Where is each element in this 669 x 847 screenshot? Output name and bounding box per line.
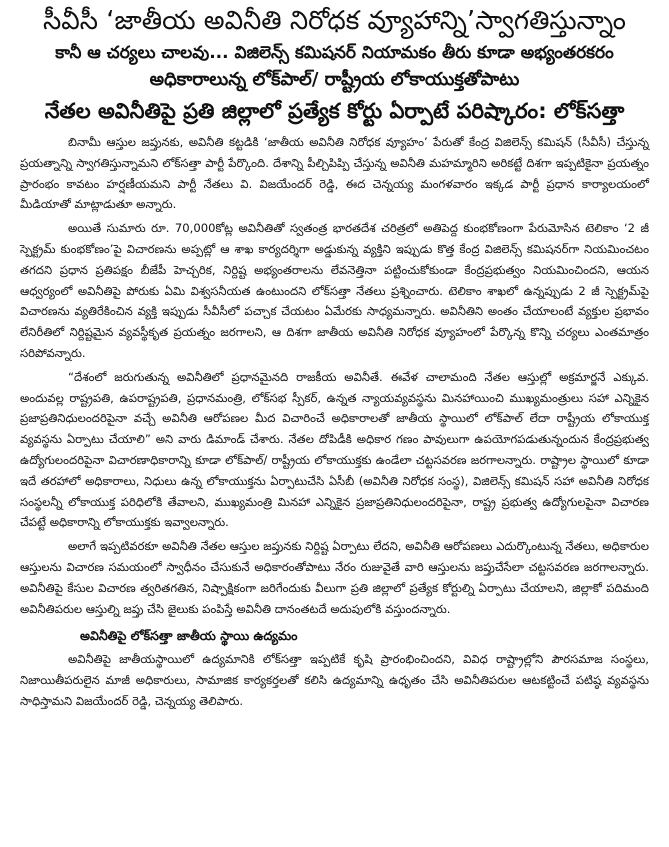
headline-third: అధికారాలున్న లోక్‌పాల్/ రాష్ట్రీయ లోకాయుక్తతోపాటు	[149, 69, 520, 90]
headline-fourth: నేతల అవినీతిపై ప్రతి జిల్లాలో ప్రత్యేక కోర్టు ఏర్పాటే పరిష్కారం: లోక్‌సత్తా	[44, 99, 625, 123]
headline-sub: కానీ ఆ చర్యలు చాలవు... విజిలెన్స్ కమిషనర్ నియామకం తీరు కూడా అభ్యంతరకరం	[55, 43, 614, 63]
paragraph-4: అలాగే ఇప్పటివరకూ అవినీతి నేతల ఆస్తుల జప్తునకు నిర్దిష్ట ఏర్పాటు లేదని, అవినీతి ఆరోపణలు ఎదుర్కొంటున్న నేతలు, అధికారుల ఆస్తులను విచారణ సమయంలో స్వాధీనం చేసుకునే అధికారంతోపాటు నేరం రుజువైతే వారి ఆస్తులను జప్తుచేసేలా చట్టసవరణ జరగాలన్నారు. అవినీతిపై కేసుల విచారణ త్వరితగతిన, నిష్పాక్షికంగా జరిగేందుకు వీలుగా ప్రతి జిల్లాలో ప్రత్యేక కోర్టుల్ని ఏర్పాటు చేయాలని, జిల్లాకో పదిమంది అవినీతిపరుల ఆస్తుల్ని జప్తు చేసి జైలుకు పంపిస్తే అవినీతి దానంతటదే అదుపులోకి వస్తుందన్నారు.	[20, 539, 649, 616]
paragraph-2: అయితే సుమారు రూ. 70,000కోట్ల అవినీతితో స్వతంత్ర భారతదేశ చరిత్రలో అతిపెద్ద కుంభకోణంగా పేరుమోసిన టెలికాం ‘2 జీ స్పెక్ట్రమ్ కుంభకోణం’పై విచారణను అప్పట్లో ఆ శాఖ కార్యదర్శిగా అడ్డుకున్న వ్యక్తిని ఇప్పుడు కొత్త కేంద్ర విజిలెన్స్ కమిషనర్‌గా నియమించటం తగదని ప్రధాన ప్రతిపక్షం బీజేపీ హెచ్చరిక, నిర్దిష్ట అభ్యంతరాలను లేవనెత్తినా పట్టించుకోకుండా కేంద్రప్రభుత్వం నియమించిందని, ఆయన ఆధ్వర్యంలో అవినీతిపై పోరుకు ఏమి విశ్వసనీయత ఉంటుందని లోక్‌సత్తా నేతలు ప్రశ్నించారు. టెలికాం శాఖలో ఉన్నప్పుడు 2 జీ స్పెక్ట్రమ్‌పై విచారణను వ్యతిరేకించిన వ్యక్తి ఇప్పుడు సీవీసీలో పచ్చాక చేయటం ఏమేరకు సాధ్యమన్నారు. అవినీతిని అంతం చేయాలంటే వ్యక్తుల ప్రభావం లేనిరీతిలో నిర్దిష్టమైన వ్యవస్థీకృత ప్రయత్నం జరగాలని, ఆ దిశగా జాతీయ అవినీతి నిరోధక వ్యూహంలో పేర్కొన్న కొన్ని చర్యలు ఎంతమాత్రం సరిపోవన్నారు.	[20, 221, 649, 360]
closing-paragraph: అవినీతిపై జాతీయస్థాయిలో ఉద్యమానికి లోక్‌సత్తా ఇప్పటికే కృషి ప్రారంభించిందని, వివిధ రాష్ట్రాల్లోని పౌరసమాజ సంస్థలు, నిజాయితీపరులైన మాజీ అధికారులు, సామాజిక కార్యకర్తలతో కలిసి ఉద్యమాన్ని ఉధృతం చేసి అవినీతిపరుల ఆటకట్టించే పటిష్ఠ వ్యవస్థను సాధిస్తామని విజయేందర్ రెడ్డి, చెన్నయ్య తెలిపారు.	[20, 652, 649, 708]
paragraph-3: “దేశంలో జరుగుతున్న అవినీతిలో ప్రధానమైనది రాజకీయ అవినీతే. ఈవేళ చాలామంది నేతల ఆస్తుల్లో అక్రమార్జనే ఎక్కువ. అందువల్ల రాష్ట్రపతి, ఉపరాష్ట్రపతి, ప్రధానమంత్రి, లోక్‌సభ స్పీకర్, ఉన్నత న్యాయవ్యవస్థను మినహాయించి ముఖ్యమంత్రులు సహా ఎన్నికైన ప్రజాప్రతినిధులందరిపైనా వచ్చే అవినీతి ఆరోపణల మీద విచారించే అధికారాలతో జాతీయ స్థాయిలో లోక్‌పాల్ లేదా రాష్ట్రీయ లోకాయుక్త వ్యవస్థను ఏర్పాటు చేయాలి” అని వారు డిమాండ్ చేశారు. నేతల దోపిడీకి అధికార గణం పావులుగా ఉపయోగపడుతున్నందున కేంద్రప్రభుత్వ ఉద్యోగులందరిపైనా విచారణాధికారాన్ని కూడా లోక్‌పాల్/ రాష్ట్రీయ లోకాయుక్తకు ఉండేలా చట్టసవరణ జరగాలన్నారు. రాష్ట్రాల స్థాయిలో కూడా ఇదే తరహాలో అధికారాలు, నిధులు ఉన్న లోకాయుక్తను ఏర్పాటుచేసి ఏసీబీ (అవినీతి నిరోధక సంస్థ), విజిలెన్స్ కమిషన్ సహా అవినీతి నిరోధక సంస్థలన్నీ లోకాయుక్త పరిధిలోకి తేవాలని, ముఖ్యమంత్రి మినహా ఎన్నికైన ప్రజాప్రతినిధులందరిపైనా, రాష్ట్ర ప్రభుత్వ ఉద్యోగులపైనా విచారణ చేపట్టే అధికారాన్ని లోకాయుక్తకు ఇవ్వాలన్నారు.	[20, 369, 649, 530]
headline-main: సీవీసీ ‘జాతీయ అవినీతి నిరోధక వ్యూహాన్ని’స్వాగతిస్తున్నాం	[43, 6, 626, 36]
article-body	[20, 132, 649, 712]
section-subheading: అవినీతిపై లోక్‌సత్తా జాతీయ స్థాయి ఉద్యమం	[80, 628, 298, 644]
paragraph-1: బినామీ ఆస్తుల జప్తునకు, అవినీతి కట్టడికి ‘జాతీయ అవినీతి నిరోధక వ్యూహం’ పేరుతో కేంద్ర విజిలెన్స్ కమిషన్ (సీవీసీ) చేస్తున్న ప్రయత్నాన్ని స్వాగతిస్తున్నామని లోక్‌సత్తా పార్టీ పేర్కొంది. దేశాన్ని పీల్చిపిప్పి చేస్తున్న అవినీతి మహమ్మారిని అరికట్టే దిశగా ఇప్పటికైనా ప్రయత్నం ప్రారంభం కావటం హర్షణీయమని పార్టీ నేతలు వి. విజయేందర్ రెడ్డి, ఈద చెన్నయ్య మంగళవారం ఇక్కడ పార్టీ ప్రధాన కార్యాలయంలో మీడియాతో మాట్లాడుతూ అన్నారు.	[20, 135, 649, 212]
